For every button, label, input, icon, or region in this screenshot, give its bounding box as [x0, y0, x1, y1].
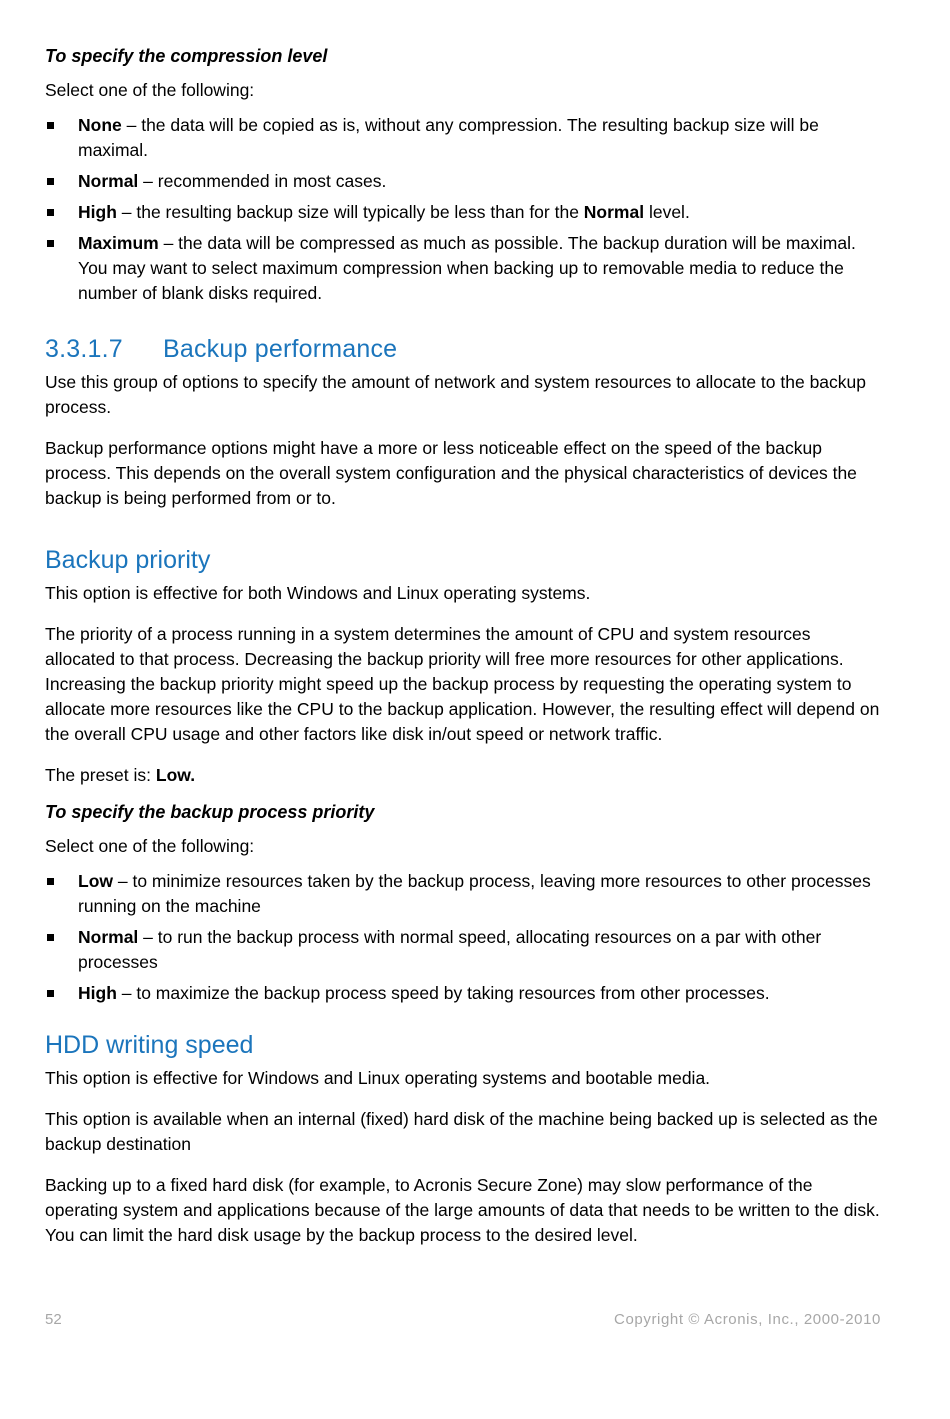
compression-procedure-title: To specify the compression level: [45, 46, 328, 66]
option-term: Low: [78, 871, 113, 891]
priority-procedure-title: To specify the backup process priority: [45, 802, 375, 822]
bullet-square-icon: [47, 934, 54, 941]
option-term-inline: Normal: [583, 202, 645, 222]
option-term: Normal: [78, 171, 139, 191]
hdd-paragraph-2: This option is available when an internal (fixed) hard disk of the machine being backed up is selected as the backup destination: [45, 1109, 878, 1154]
option-description-end: level.: [644, 202, 690, 222]
page-number: 52: [45, 1311, 62, 1328]
option-term: High: [78, 983, 117, 1003]
option-description: – the data will be compressed as much as possible. The backup duration will be maximal. You may want to select maximum compression when backing up to removable media to reduce the number of blank disks required.: [78, 233, 856, 303]
priority-paragraph-1: This option is effective for both Windows and Linux operating systems.: [45, 583, 591, 603]
priority-options-list: [45, 869, 885, 1006]
backup-priority-heading: Backup priority: [45, 546, 211, 574]
bullet-square-icon: [47, 122, 54, 129]
list-item: [45, 231, 885, 306]
bullet-square-icon: [47, 990, 54, 997]
list-item: [45, 169, 885, 194]
hdd-writing-speed-heading: HDD writing speed: [45, 1031, 254, 1059]
preset-value: Low.: [155, 765, 196, 785]
hdd-paragraph-3: Backing up to a fixed hard disk (for example, to Acronis Secure Zone) may slow performance of the operating system and applications because of the large amounts of data that needs to be written to the disk. You can limit the hard disk usage by the backup process to the desired level.: [45, 1175, 880, 1245]
list-item: [45, 200, 885, 225]
option-description: – the data will be copied as is, without any compression. The resulting backup size will be maximal.: [78, 115, 819, 160]
compression-intro: Select one of the following:: [45, 80, 255, 100]
priority-paragraph-2: The priority of a process running in a system determines the amount of CPU and system resources allocated to that process. Decreasing the backup priority will free more resources for other applications. Increasing the backup priority might speed up the backup process by requesting the operating system to allocate more resources like the CPU to the backup application. However, the resulting effect will depend on the overall CPU usage and other factors like disk in/out speed or network traffic.: [45, 624, 880, 744]
bullet-square-icon: [47, 209, 54, 216]
preset-label: The preset is:: [45, 765, 156, 785]
option-term: Maximum: [78, 233, 159, 253]
section-title: Backup performance: [163, 335, 398, 363]
section-paragraph-1: Use this group of options to specify the amount of network and system resources to allocate to the backup process.: [45, 372, 867, 417]
copyright-notice: Copyright © Acronis, Inc., 2000-2010: [614, 1311, 881, 1328]
section-paragraph-2: Backup performance options might have a more or less noticeable effect on the speed of the backup process. This depends on the overall system configuration and the physical characteristics of devices the backup is being performed from or to.: [45, 438, 857, 508]
list-item: [45, 981, 885, 1006]
option-term: Normal: [78, 927, 139, 947]
option-term: High: [78, 202, 117, 222]
option-description: – the resulting backup size will typically be less than for the: [116, 202, 584, 222]
compression-options-list: [45, 113, 885, 306]
list-item: [45, 869, 885, 919]
option-description: – to minimize resources taken by the backup process, leaving more resources to other processes running on the machine: [78, 871, 871, 916]
section-number: 3.3.1.7: [45, 335, 123, 363]
bullet-square-icon: [47, 878, 54, 885]
document-page: [45, 40, 885, 1248]
bullet-square-icon: [47, 240, 54, 247]
bullet-square-icon: [47, 178, 54, 185]
section-heading: [45, 332, 885, 366]
option-term: None: [78, 115, 122, 135]
list-item: [45, 113, 885, 163]
priority-intro: Select one of the following:: [45, 836, 255, 856]
hdd-paragraph-1: This option is effective for Windows and Linux operating systems and bootable media.: [45, 1068, 711, 1088]
option-description: – to maximize the backup process speed by taking resources from other processes.: [116, 983, 770, 1003]
option-description: – recommended in most cases.: [138, 171, 387, 191]
option-description: – to run the backup process with normal speed, allocating resources on a par with other processes: [78, 927, 822, 972]
priority-preset: [45, 763, 885, 788]
list-item: [45, 925, 885, 975]
